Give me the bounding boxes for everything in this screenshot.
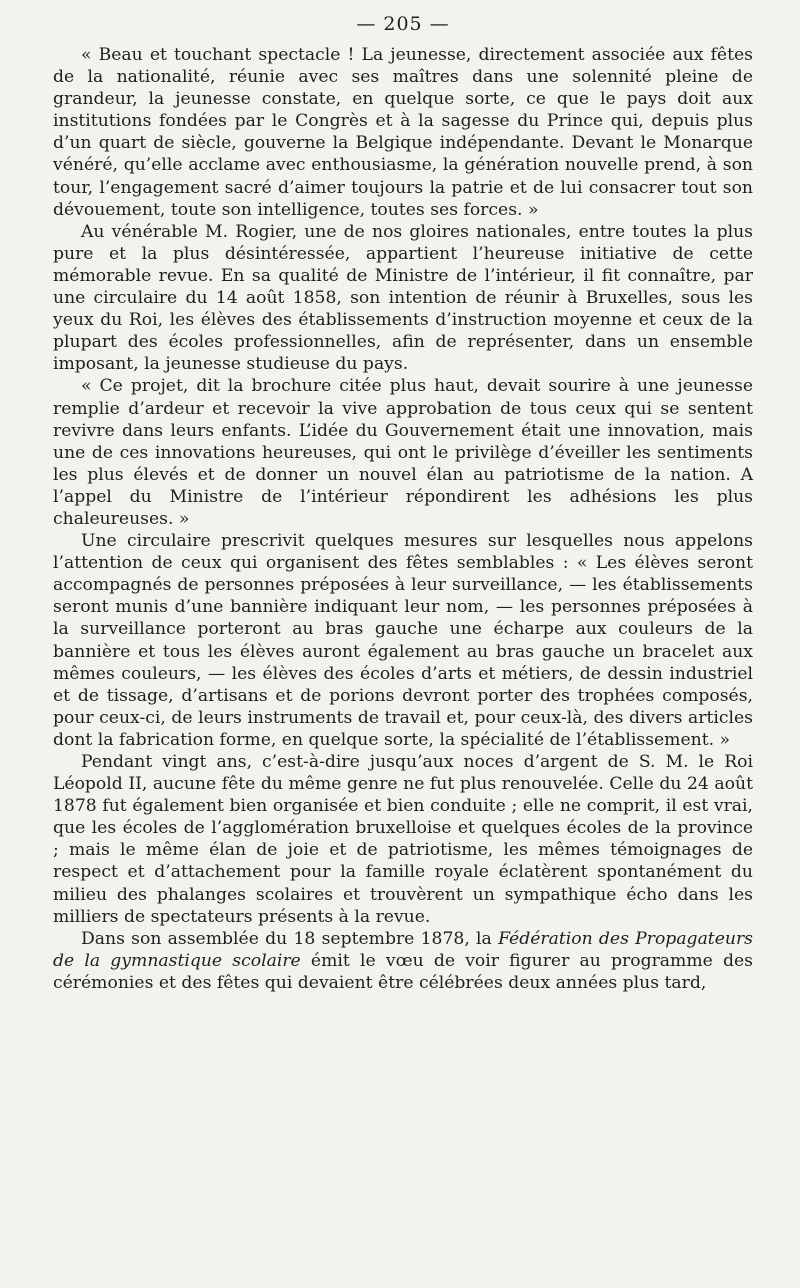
federation-name: Fédération des Propagateurs de la gymnastique scolaire: [53, 928, 753, 971]
paragraph-6-start: Dans son assemblée du 18 septembre 1878, la: [81, 928, 499, 949]
book-page: [53, 10, 753, 994]
paragraph-4: Une circulaire prescrivit quelques mesures sur lesquelles nous appelons l’attention de ceux qui organisent des fêtes semblables : « Les élèves seront accompagnés de personnes préposées à leur surveillance, — les établissements seront munis d’une bannière indiquant leur nom, — les personnes préposées à la surveillance porteront au bras gauche une écharpe aux couleurs de la bannière et tous les élèves auront également au bras gauche un bracelet aux mêmes couleurs, — les élèves des écoles d’arts et métiers, de dessin industriel et de tissage, d’artisans et de porions devront porter des trophées composés, pour ceux-ci, de leurs instruments de travail et, pour ceux-là, des divers articles dont la fabrication forme, en quelque sorte, la spécialité de l’établissement. »: [53, 531, 753, 750]
paragraph-2: Au vénérable M. Rogier, une de nos gloires nationales, entre toutes la plus pure et la plus désintéressée, appartient l’heureuse initiative de cette mémorable revue. En sa qualité de Ministre de l’intérieur, il fit connaître, par une circulaire du 14 août 1858, son intention de réunir à Bruxelles, sous les yeux du Roi, les élèves des établissements d’instruction moyenne et ceux de la plupart des écoles professionnelles, afin de représenter, dans un ensemble imposant, la jeunesse studieuse du pays.: [53, 221, 753, 375]
paragraph-6: [53, 928, 753, 994]
paragraph-1: « Beau et touchant spectacle ! La jeunesse, directement associée aux fêtes de la nationalité, réunie avec ses maîtres dans une solennité pleine de grandeur, la jeunesse constate, en quelque sorte, ce que le pays doit aux institutions fondées par le Congrès et à la sagesse du Prince qui, depuis plus d’un quart de siècle, gouverne la Belgique indépendante. Devant le Monarque vénéré, qu’elle acclame avec enthousiasme, la génération nouvelle prend, à son tour, l’engagement sacré d’aimer toujours la patrie et de lui consacrer tout son dévouement, toute son intelligence, toutes ses forces. »: [53, 45, 753, 220]
paragraph-5: Pendant vingt ans, c’est-à-dire jusqu’aux noces d’argent de S. M. le Roi Léopold II, aucune fête du même genre ne fut plus renouvelée. Celle du 24 août 1878 fut également bien organisée et bien conduite ; elle ne comprit, il est vrai, que les écoles de l’agglomération bruxelloise et quelques écoles de la province ; mais le même élan de joie et de patriotisme, les mêmes témoignages de respect et d’attachement pour la famille royale éclatèrent spontanément du milieu des phalanges scolaires et trouvèrent un sympathique écho dans les milliers de spectateurs présents à la revue.: [53, 752, 753, 927]
paragraph-3: « Ce projet, dit la brochure citée plus haut, devait sourire à une jeunesse remplie d’ardeur et recevoir la vive approbation de tous ceux qui se sentent revivre dans leurs enfants. L’idée du Gouvernement était une innovation, mais une de ces innovations heureuses, qui ont le privilège d’éveiller les sentiments les plus élevés et de donner un nouvel élan au patriotisme de la nation. A l’appel du Ministre de l’intérieur répondirent les adhésions les plus chaleureuses. »: [53, 376, 753, 529]
paragraph-6-end: émit le vœu de voir figurer au programme des cérémonies et des fêtes qui devaient être célébrées deux années plus tard,: [53, 950, 754, 993]
page-number: — 205 —: [356, 13, 450, 35]
